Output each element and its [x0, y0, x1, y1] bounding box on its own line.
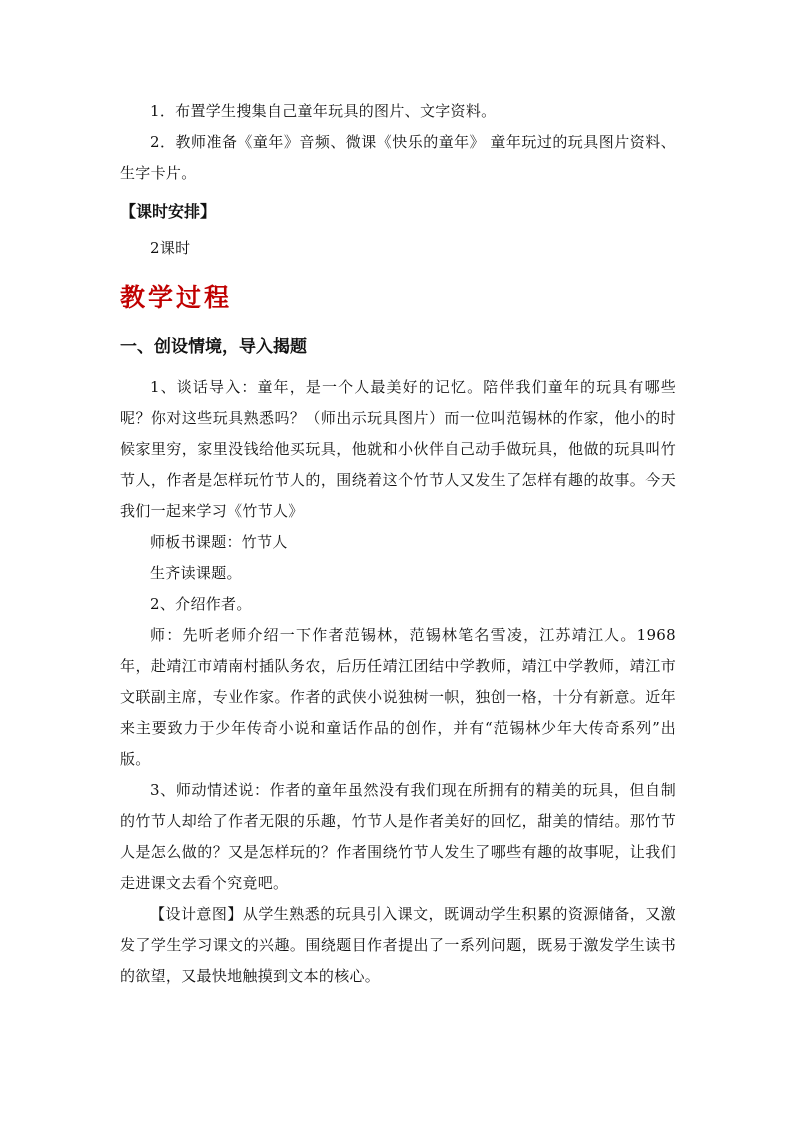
section-1-paragraph-4: 2、介绍作者。 [150, 595, 252, 613]
schedule-value: 2课时 [150, 239, 191, 257]
section-1-paragraph-1: 1、谈话导入：童年，是一个人最美好的记忆。陪伴我们童年的玩具有哪些呢？你对这些玩具熟悉吗？（师出示玩具图片）而一位叫范锡林的作家，他小的时候家里穷，家里没钱给他买玩具，他就和小伙伴自己动手做玩具，他做的玩具叫竹节人，作者是怎样玩竹节人的，围绕着这个竹节人又发生了怎样有趣的故事。今天我们一起来学习《竹节人》 [120, 378, 676, 520]
prep-item-1: 1．布置学生搜集自己童年玩具的图片、文字资料。 [150, 102, 497, 120]
section-1-paragraph-5: 师：先听老师介绍一下作者范锡林，范锡林笔名雪凌，江苏靖江人。1968年，赴靖江市靖南村插队务农，后历任靖江团结中学教师，靖江中学教师，靖江市文联副主席，专业作家。作者的武侠小说独树一帜，独创一格，十分有新意。近年来主要致力于少年传奇小说和童话作品的创作，并有“范锡林少年大传奇系列”出版。 [120, 626, 676, 768]
section-1-paragraph-3: 生齐读课题。 [150, 564, 242, 582]
section-1-design-intent: 【设计意图】从学生熟悉的玩具引入课文，既调动学生积累的资源储备，又激发了学生学习课文的兴趣。围绕题目作者提出了一系列问题，既易于激发学生读书的欲望，又最快地触摸到文本的核心。 [120, 905, 676, 985]
prep-item-2: 2．教师准备《童年》音频、微课《快乐的童年》 童年玩过的玩具图片资料、生字卡片。 [120, 133, 676, 182]
page-content [120, 96, 676, 992]
schedule-label: 【课时安排】 [120, 202, 217, 221]
section-1-paragraph-6: 3、师动情述说：作者的童年虽然没有我们现在所拥有的精美的玩具，但自制的竹节人却给了作者无限的乐趣，竹节人是作者美好的回忆，甜美的情结。那竹节人是怎么做的？又是怎样玩的？作者围绕竹节人发生了哪些有趣的故事呢，让我们走进课文去看个究竟吧。 [120, 781, 676, 892]
teaching-process-heading: 教学过程 [120, 283, 233, 312]
section-1-title: 一、创设情境，导入揭题 [120, 337, 307, 357]
section-1-paragraph-2: 师板书课题：竹节人 [150, 533, 288, 551]
